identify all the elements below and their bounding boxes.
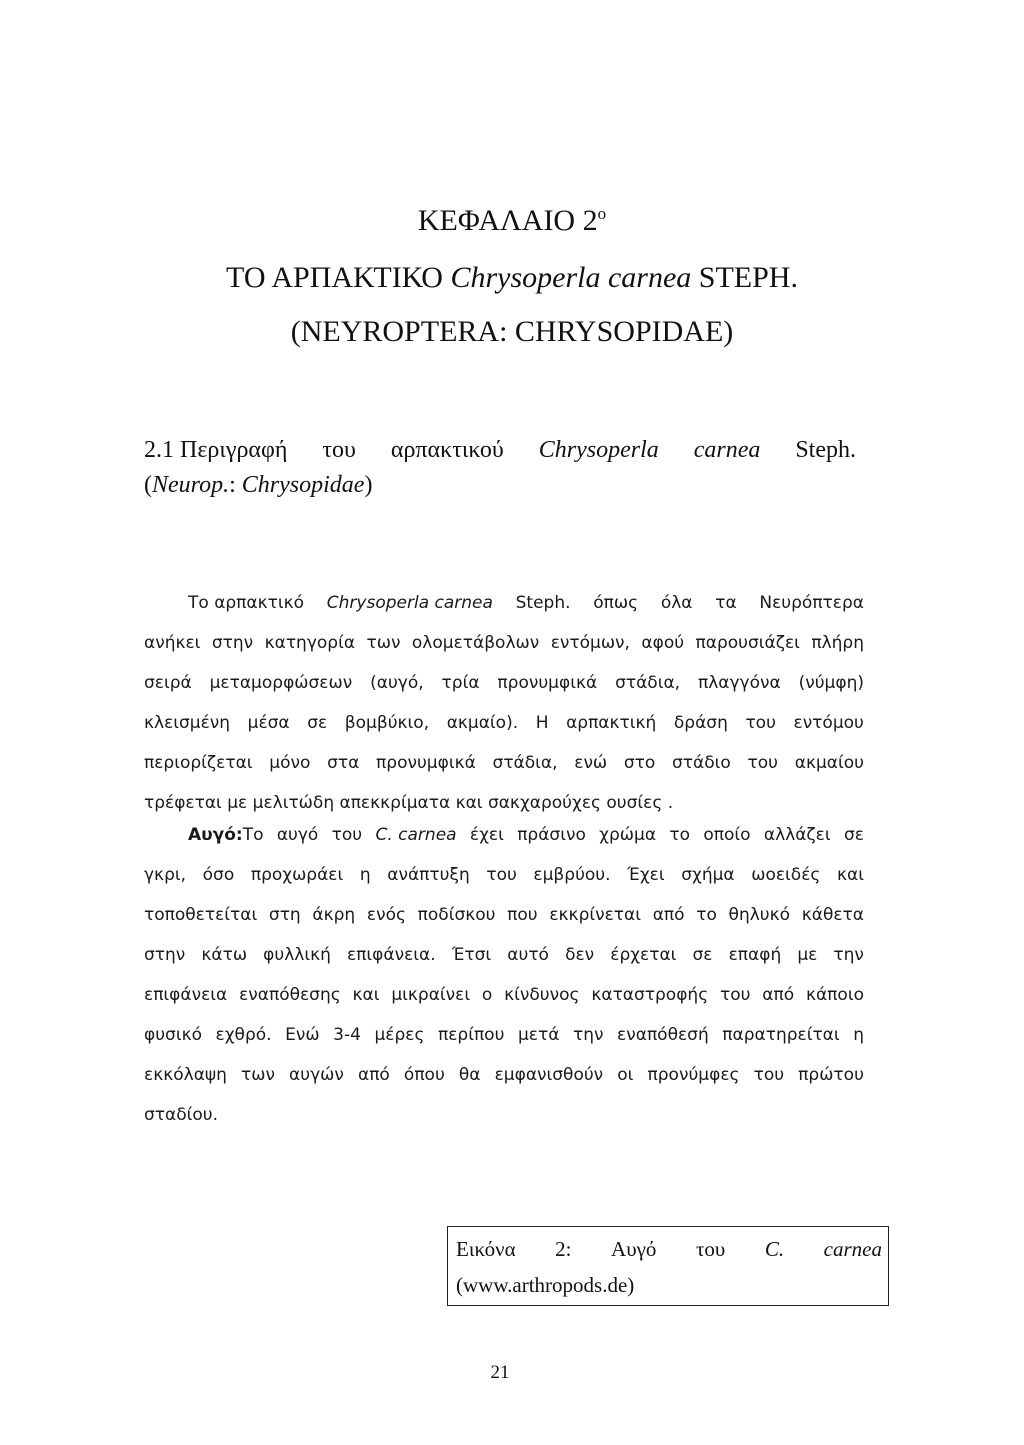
title-prefix: ΤΟ ΑΡΠΑΚΤΙΚΟ <box>226 261 451 294</box>
paragraph-line: τρέφεται με μελιτώδη απεκκρίματα και σακχαρούχες ουσίες . <box>144 793 674 813</box>
paragraph-egg <box>144 815 864 1135</box>
paragraph-line: σταδίου. <box>144 1105 219 1125</box>
figure-caption-title: Εικόνα 2: Αυγό του C. carnea <box>456 1237 882 1261</box>
paragraph-line: κλεισμένη μέσα σε βομβύκιο, ακμαίο). Η αρπακτική δράση του εντόμου <box>144 713 864 733</box>
section-number: 2.1 Περιγραφή <box>144 437 288 463</box>
section-order: Neurop. <box>152 472 230 498</box>
chapter-title-line2: (NEYROPTERA: CHRYSOPIDAE) <box>290 315 734 348</box>
section-heading-line1 <box>144 433 856 467</box>
title-species: Chrysoperla carnea <box>450 261 692 294</box>
chapter-heading <box>0 200 1024 242</box>
paragraph-line: σειρά μεταμορφώσεων (αυγό, τρία προνυμφικά στάδια, πλαγγόνα (νύμφη) <box>144 673 864 693</box>
section-epithet: carnea <box>693 437 761 463</box>
paragraph-line: γκρι, όσο προχωράει η ανάπτυξη του εμβρύου. Έχει σχήμα ωοειδές και <box>144 865 864 885</box>
paragraph-line: περιορίζεται μόνο στα προνυμφικά στάδια, ενώ στο στάδιο του ακμαίου <box>144 753 864 773</box>
section-heading-line2: (Neurop.: Chrysopidae) <box>144 472 373 498</box>
paragraph-line: φυσικό εχθρό. Ενώ 3-4 μέρες περίπου μετά την εναπόθεσή παρατηρείται η <box>144 1025 864 1045</box>
paragraph-line: Το αρπακτικό Chrysoperla carnea Steph. όπως όλα τα Νευρόπτερα <box>188 593 864 613</box>
chapter-title-line1 <box>0 257 1024 299</box>
section-genus: Chrysoperla <box>538 437 659 463</box>
paragraph-line: τοποθετείται στη άκρη ενός ποδίσκου που εκκρίνεται από το θηλυκό κάθετα <box>144 905 864 925</box>
section-word: αρπακτικού <box>390 437 504 463</box>
section-word: του <box>322 437 356 463</box>
paragraph-introduction <box>144 583 864 823</box>
figure-caption-box <box>447 1226 889 1306</box>
paragraph-line: εκκόλαψη των αυγών από όπου θα εμφανισθούν οι προνύμφες του πρώτου <box>144 1065 864 1085</box>
paragraph-line: Αυγό:Το αυγό του C. carnea έχει πράσινο χρώμα το οποίο αλλάζει σε <box>188 825 864 845</box>
page-number: 21 <box>490 1362 510 1383</box>
paragraph-line: επιφάνεια εναπόθεσης και μικραίνει ο κίνδυνος καταστροφής του από κάποιο <box>144 985 864 1005</box>
figure-caption-source: (www.arthropods.de) <box>456 1273 635 1297</box>
chapter-superscript: ο <box>597 204 607 223</box>
paragraph-line: ανήκει στην κατηγορία των ολομετάβολων εντόμων, αφού παρουσιάζει πλήρη <box>144 633 864 653</box>
chapter-label: ΚΕΦΑΛΑΙΟ 2 <box>417 204 598 237</box>
paragraph-line: στην κάτω φυλλική επιφάνεια. Έτσι αυτό δεν έρχεται σε επαφή με την <box>144 945 864 965</box>
section-author: Steph. <box>795 437 856 463</box>
section-family: Chrysopidae <box>241 472 365 498</box>
title-suffix: STEPH. <box>691 261 798 294</box>
egg-lead: Αυγό: <box>188 825 243 845</box>
